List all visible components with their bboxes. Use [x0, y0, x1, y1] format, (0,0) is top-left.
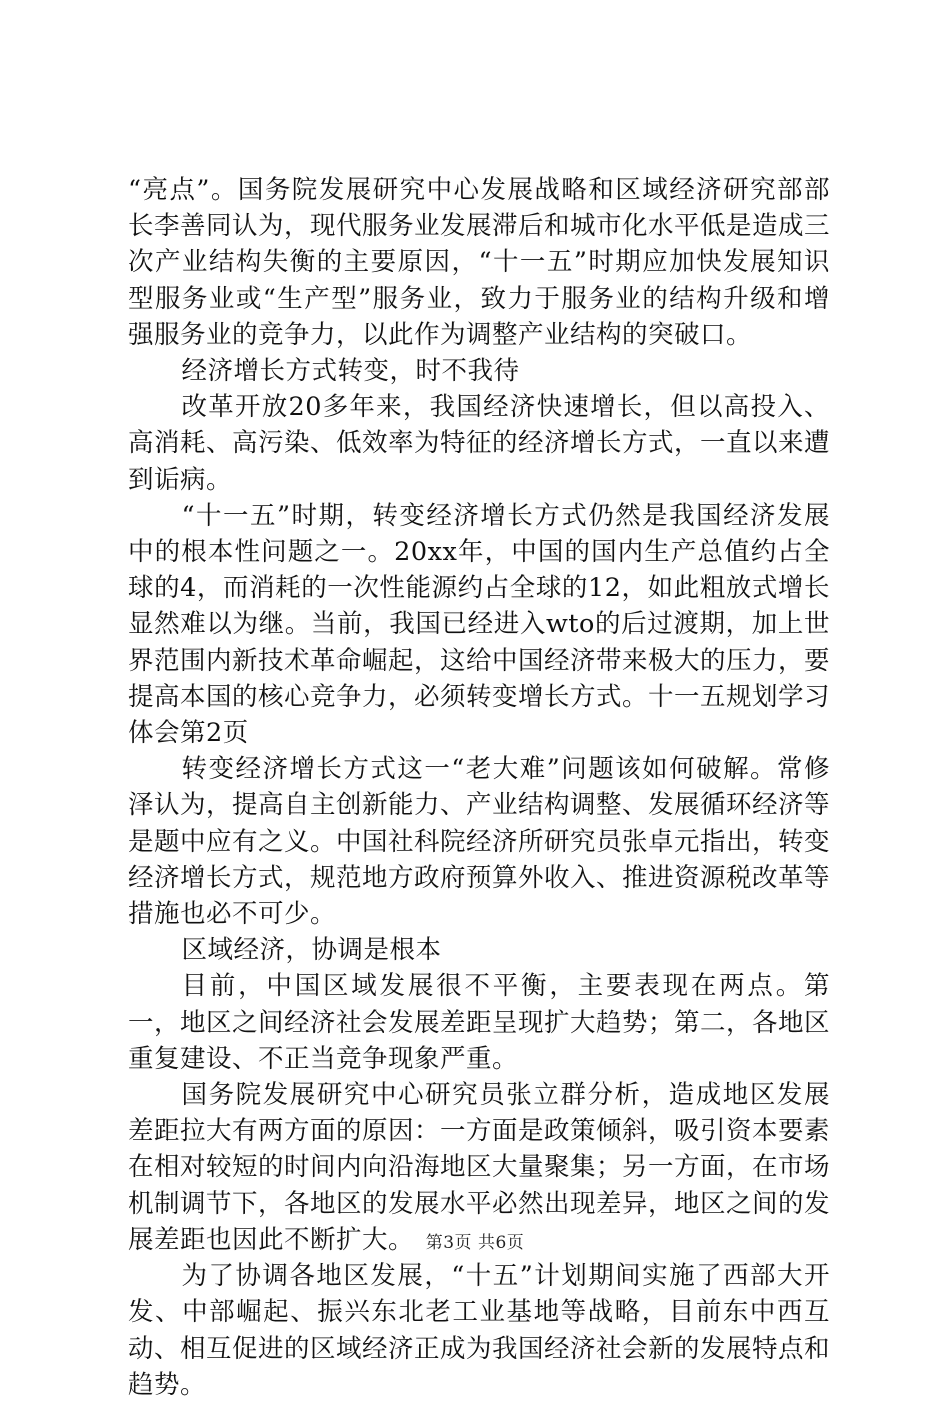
paragraph-continued: “亮点”。国务院发展研究中心发展战略和区域经济研究部部长李善同认为，现代服务业发展滞后和城市化水平低是造成三次产业结构失衡的主要原因，“十一五”时期应加快发展知识型服务业或“生产型”服务业，致力于服务业的结构升级和增强服务业的竞争力，以此作为调整产业结构的突破口。	[128, 175, 831, 350]
paragraph: 改革开放20多年来，我国经济快速增长，但以高投入、高消耗、高污染、低效率为特征的经济增长方式，一直以来遭到诟病。	[128, 392, 831, 495]
paragraph: 国务院发展研究中心研究员张立群分析，造成地区发展差距拉大有两方面的原因：一方面是政策倾斜，吸引资本要素在相对较短的时间内向沿海地区大量聚集；另一方面，在市场机制调节下，各地区的发展水平必然出现差异，地区之间的发展差距也因此不断扩大。	[128, 1080, 831, 1255]
document-body	[128, 172, 830, 1403]
paragraph: “十一五”时期，转变经济增长方式仍然是我国经济发展中的根本性问题之一。20xx年，中国的国内生产总值约占全球的4，而消耗的一次性能源约占全球的12，如此粗放式增长显然难以为继。当前，我国已经进入wto的后过渡期，加上世界范围内新技术革命崛起，这给中国经济带来极大的压力，要提高本国的核心竞争力，必须转变增长方式。十一五规划学习体会第2页	[128, 500, 831, 749]
page-footer: 第3页 共6页	[425, 1233, 525, 1253]
paragraph: 目前，中国区域发展很不平衡，主要表现在两点。第一，地区之间经济社会发展差距呈现扩大趋势；第二，各地区重复建设、不正当竞争现象严重。	[128, 971, 831, 1074]
paragraph: 为了协调各地区发展，“十五”计划期间实施了西部大开发、中部崛起、振兴东北老工业基地等战略，目前东中西互动、相互促进的区域经济正成为我国经济社会新的发展特点和趋势。	[128, 1261, 831, 1400]
section-heading-growth-mode: 经济增长方式转变，时不我待	[181, 356, 520, 387]
paragraph: 转变经济增长方式这一“老大难”问题该如何破解。常修泽认为，提高自主创新能力、产业结构调整、发展循环经济等是题中应有之义。中国社科院经济所研究员张卓元指出，转变经济增长方式，规范地方政府预算外收入、推进资源税改革等措施也必不可少。	[128, 754, 831, 930]
section-heading-regional-economy: 区域经济，协调是根本	[181, 935, 442, 966]
